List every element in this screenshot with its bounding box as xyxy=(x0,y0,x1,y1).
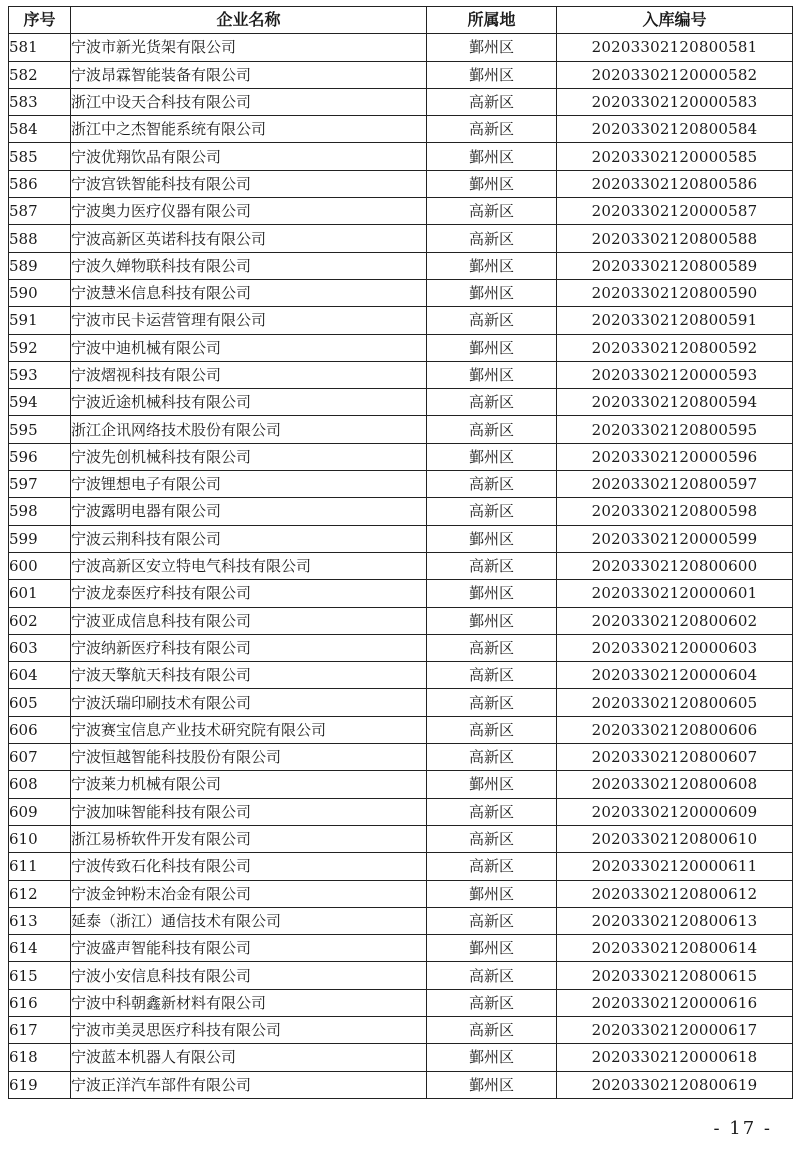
district-cell: 高新区 xyxy=(427,498,557,525)
serial-cell: 586 xyxy=(9,170,71,197)
company-name-cell: 宁波市新光货架有限公司 xyxy=(71,34,427,61)
company-name-cell: 宁波熠视科技有限公司 xyxy=(71,361,427,388)
company-name-cell: 宁波沃瑞印刷技术有限公司 xyxy=(71,689,427,716)
district-cell: 高新区 xyxy=(427,662,557,689)
serial-cell: 593 xyxy=(9,361,71,388)
registration-code-cell: 20203302120800606 xyxy=(557,716,793,743)
district-cell: 鄞州区 xyxy=(427,252,557,279)
table-row xyxy=(9,580,793,607)
company-name-cell: 宁波市民卡运营管理有限公司 xyxy=(71,307,427,334)
registration-code-cell: 20203302120800605 xyxy=(557,689,793,716)
table-row xyxy=(9,498,793,525)
table-row xyxy=(9,525,793,552)
registration-code-cell: 20203302120800608 xyxy=(557,771,793,798)
serial-cell: 590 xyxy=(9,279,71,306)
district-cell: 鄞州区 xyxy=(427,334,557,361)
serial-cell: 606 xyxy=(9,716,71,743)
table-row xyxy=(9,225,793,252)
district-cell: 高新区 xyxy=(427,744,557,771)
company-name-cell: 宁波云荆科技有限公司 xyxy=(71,525,427,552)
registration-code-cell: 20203302120800614 xyxy=(557,935,793,962)
district-cell: 鄞州区 xyxy=(427,443,557,470)
registration-code-cell: 20203302120000582 xyxy=(557,61,793,88)
company-name-cell: 宁波小安信息科技有限公司 xyxy=(71,962,427,989)
district-cell: 鄞州区 xyxy=(427,34,557,61)
table-row xyxy=(9,880,793,907)
table-row xyxy=(9,689,793,716)
serial-cell: 592 xyxy=(9,334,71,361)
serial-cell: 619 xyxy=(9,1071,71,1098)
district-cell: 高新区 xyxy=(427,116,557,143)
registration-code-cell: 20203302120800602 xyxy=(557,607,793,634)
district-cell: 鄞州区 xyxy=(427,361,557,388)
table-row xyxy=(9,662,793,689)
table-row xyxy=(9,1044,793,1071)
header-district: 所属地 xyxy=(427,7,557,34)
serial-cell: 616 xyxy=(9,989,71,1016)
table-row xyxy=(9,935,793,962)
company-name-cell: 宁波高新区安立特电气科技有限公司 xyxy=(71,552,427,579)
table-header xyxy=(9,7,793,34)
registration-code-cell: 20203302120800594 xyxy=(557,389,793,416)
district-cell: 鄞州区 xyxy=(427,607,557,634)
registration-code-cell: 20203302120000611 xyxy=(557,853,793,880)
company-name-cell: 宁波优翔饮品有限公司 xyxy=(71,143,427,170)
company-name-cell: 宁波中迪机械有限公司 xyxy=(71,334,427,361)
registration-code-cell: 20203302120800619 xyxy=(557,1071,793,1098)
company-name-cell: 宁波锂想电子有限公司 xyxy=(71,471,427,498)
serial-cell: 611 xyxy=(9,853,71,880)
serial-cell: 581 xyxy=(9,34,71,61)
company-name-cell: 宁波盛声智能科技有限公司 xyxy=(71,935,427,962)
serial-cell: 585 xyxy=(9,143,71,170)
company-name-cell: 宁波传致石化科技有限公司 xyxy=(71,853,427,880)
district-cell: 高新区 xyxy=(427,716,557,743)
serial-cell: 610 xyxy=(9,825,71,852)
district-cell: 鄞州区 xyxy=(427,771,557,798)
company-name-cell: 宁波加味智能科技有限公司 xyxy=(71,798,427,825)
company-name-cell: 宁波奥力医疗仪器有限公司 xyxy=(71,198,427,225)
district-cell: 高新区 xyxy=(427,1016,557,1043)
district-cell: 高新区 xyxy=(427,962,557,989)
registration-code-cell: 20203302120000583 xyxy=(557,88,793,115)
serial-cell: 607 xyxy=(9,744,71,771)
district-cell: 高新区 xyxy=(427,198,557,225)
company-name-cell: 宁波天擎航天科技有限公司 xyxy=(71,662,427,689)
table-row xyxy=(9,416,793,443)
district-cell: 鄞州区 xyxy=(427,935,557,962)
registration-code-cell: 20203302120800588 xyxy=(557,225,793,252)
registration-code-cell: 20203302120800589 xyxy=(557,252,793,279)
district-cell: 高新区 xyxy=(427,853,557,880)
district-cell: 高新区 xyxy=(427,907,557,934)
company-name-cell: 宁波正洋汽车部件有限公司 xyxy=(71,1071,427,1098)
company-name-cell: 宁波市美灵思医疗科技有限公司 xyxy=(71,1016,427,1043)
company-name-cell: 宁波久婵物联科技有限公司 xyxy=(71,252,427,279)
table-row xyxy=(9,252,793,279)
registration-code-cell: 20203302120000603 xyxy=(557,634,793,661)
company-name-cell: 宁波赛宝信息产业技术研究院有限公司 xyxy=(71,716,427,743)
district-cell: 高新区 xyxy=(427,471,557,498)
district-cell: 鄞州区 xyxy=(427,170,557,197)
table-row xyxy=(9,1016,793,1043)
registration-code-cell: 20203302120800591 xyxy=(557,307,793,334)
serial-cell: 614 xyxy=(9,935,71,962)
company-name-cell: 宁波宫铁智能科技有限公司 xyxy=(71,170,427,197)
company-name-cell: 宁波亚成信息科技有限公司 xyxy=(71,607,427,634)
district-cell: 高新区 xyxy=(427,798,557,825)
company-name-cell: 宁波先创机械科技有限公司 xyxy=(71,443,427,470)
table-row xyxy=(9,634,793,661)
serial-cell: 594 xyxy=(9,389,71,416)
serial-cell: 589 xyxy=(9,252,71,279)
table-row xyxy=(9,552,793,579)
serial-cell: 608 xyxy=(9,771,71,798)
district-cell: 鄞州区 xyxy=(427,1044,557,1071)
company-name-cell: 浙江中设天合科技有限公司 xyxy=(71,88,427,115)
registration-code-cell: 20203302120000593 xyxy=(557,361,793,388)
table-row xyxy=(9,307,793,334)
company-name-cell: 延泰（浙江）通信技术有限公司 xyxy=(71,907,427,934)
registration-code-cell: 20203302120000617 xyxy=(557,1016,793,1043)
registration-code-cell: 20203302120000599 xyxy=(557,525,793,552)
table-row xyxy=(9,34,793,61)
district-cell: 高新区 xyxy=(427,689,557,716)
table-row xyxy=(9,198,793,225)
table-row xyxy=(9,853,793,880)
company-name-cell: 宁波露明电器有限公司 xyxy=(71,498,427,525)
company-name-cell: 宁波慧米信息科技有限公司 xyxy=(71,279,427,306)
serial-cell: 583 xyxy=(9,88,71,115)
registration-code-cell: 20203302120800612 xyxy=(557,880,793,907)
header-serial: 序号 xyxy=(9,7,71,34)
serial-cell: 615 xyxy=(9,962,71,989)
serial-cell: 605 xyxy=(9,689,71,716)
registration-code-cell: 20203302120800615 xyxy=(557,962,793,989)
table-row xyxy=(9,334,793,361)
registration-code-cell: 20203302120800598 xyxy=(557,498,793,525)
registration-code-cell: 20203302120800613 xyxy=(557,907,793,934)
table-row xyxy=(9,607,793,634)
district-cell: 鄞州区 xyxy=(427,61,557,88)
serial-cell: 597 xyxy=(9,471,71,498)
table-row xyxy=(9,61,793,88)
serial-cell: 598 xyxy=(9,498,71,525)
registration-code-cell: 20203302120000587 xyxy=(557,198,793,225)
header-registration-code: 入库编号 xyxy=(557,7,793,34)
serial-cell: 617 xyxy=(9,1016,71,1043)
serial-cell: 591 xyxy=(9,307,71,334)
district-cell: 鄞州区 xyxy=(427,580,557,607)
table-row xyxy=(9,389,793,416)
district-cell: 高新区 xyxy=(427,88,557,115)
table-row xyxy=(9,1071,793,1098)
company-name-cell: 宁波近途机械科技有限公司 xyxy=(71,389,427,416)
table-row xyxy=(9,471,793,498)
district-cell: 鄞州区 xyxy=(427,525,557,552)
serial-cell: 599 xyxy=(9,525,71,552)
company-name-cell: 宁波恒越智能科技股份有限公司 xyxy=(71,744,427,771)
serial-cell: 595 xyxy=(9,416,71,443)
table-row xyxy=(9,716,793,743)
table-row xyxy=(9,170,793,197)
table-row xyxy=(9,443,793,470)
serial-cell: 582 xyxy=(9,61,71,88)
company-table xyxy=(8,6,793,1099)
serial-cell: 604 xyxy=(9,662,71,689)
serial-cell: 602 xyxy=(9,607,71,634)
company-name-cell: 浙江中之杰智能系统有限公司 xyxy=(71,116,427,143)
registration-code-cell: 20203302120800610 xyxy=(557,825,793,852)
district-cell: 高新区 xyxy=(427,552,557,579)
registration-code-cell: 20203302120000604 xyxy=(557,662,793,689)
header-company-name: 企业名称 xyxy=(71,7,427,34)
district-cell: 高新区 xyxy=(427,825,557,852)
header-row xyxy=(9,7,793,34)
district-cell: 高新区 xyxy=(427,416,557,443)
company-name-cell: 宁波金钟粉末冶金有限公司 xyxy=(71,880,427,907)
registration-code-cell: 20203302120800590 xyxy=(557,279,793,306)
district-cell: 鄞州区 xyxy=(427,880,557,907)
serial-cell: 618 xyxy=(9,1044,71,1071)
company-name-cell: 宁波龙泰医疗科技有限公司 xyxy=(71,580,427,607)
serial-cell: 600 xyxy=(9,552,71,579)
registration-code-cell: 20203302120800581 xyxy=(557,34,793,61)
registration-code-cell: 20203302120000596 xyxy=(557,443,793,470)
table-row xyxy=(9,143,793,170)
page-number: - 17 - xyxy=(713,1118,772,1139)
company-name-cell: 宁波莱力机械有限公司 xyxy=(71,771,427,798)
serial-cell: 603 xyxy=(9,634,71,661)
table-row xyxy=(9,744,793,771)
district-cell: 鄞州区 xyxy=(427,1071,557,1098)
registration-code-cell: 20203302120800597 xyxy=(557,471,793,498)
serial-cell: 601 xyxy=(9,580,71,607)
district-cell: 高新区 xyxy=(427,307,557,334)
company-name-cell: 宁波昂霖智能装备有限公司 xyxy=(71,61,427,88)
district-cell: 高新区 xyxy=(427,989,557,1016)
district-cell: 鄞州区 xyxy=(427,279,557,306)
table-row xyxy=(9,825,793,852)
registration-code-cell: 20203302120800600 xyxy=(557,552,793,579)
serial-cell: 587 xyxy=(9,198,71,225)
serial-cell: 584 xyxy=(9,116,71,143)
registration-code-cell: 20203302120800607 xyxy=(557,744,793,771)
table-row xyxy=(9,907,793,934)
district-cell: 高新区 xyxy=(427,389,557,416)
registration-code-cell: 20203302120800586 xyxy=(557,170,793,197)
table-row xyxy=(9,279,793,306)
company-name-cell: 宁波中科朝鑫新材料有限公司 xyxy=(71,989,427,1016)
registration-code-cell: 20203302120800584 xyxy=(557,116,793,143)
serial-cell: 596 xyxy=(9,443,71,470)
table-body xyxy=(9,34,793,1099)
serial-cell: 609 xyxy=(9,798,71,825)
registration-code-cell: 20203302120800595 xyxy=(557,416,793,443)
table-row xyxy=(9,116,793,143)
table-row xyxy=(9,771,793,798)
serial-cell: 588 xyxy=(9,225,71,252)
table-row xyxy=(9,989,793,1016)
company-name-cell: 宁波高新区英诺科技有限公司 xyxy=(71,225,427,252)
table-row xyxy=(9,798,793,825)
company-name-cell: 浙江企讯网络技术股份有限公司 xyxy=(71,416,427,443)
company-name-cell: 宁波纳新医疗科技有限公司 xyxy=(71,634,427,661)
company-name-cell: 宁波蓝本机器人有限公司 xyxy=(71,1044,427,1071)
table-row xyxy=(9,88,793,115)
registration-code-cell: 20203302120800592 xyxy=(557,334,793,361)
registration-code-cell: 20203302120000618 xyxy=(557,1044,793,1071)
table-row xyxy=(9,361,793,388)
district-cell: 鄞州区 xyxy=(427,143,557,170)
registration-code-cell: 20203302120000601 xyxy=(557,580,793,607)
registration-code-cell: 20203302120000616 xyxy=(557,989,793,1016)
district-cell: 高新区 xyxy=(427,634,557,661)
district-cell: 高新区 xyxy=(427,225,557,252)
table-row xyxy=(9,962,793,989)
serial-cell: 612 xyxy=(9,880,71,907)
serial-cell: 613 xyxy=(9,907,71,934)
registration-code-cell: 20203302120000609 xyxy=(557,798,793,825)
company-name-cell: 浙江易桥软件开发有限公司 xyxy=(71,825,427,852)
registration-code-cell: 20203302120000585 xyxy=(557,143,793,170)
